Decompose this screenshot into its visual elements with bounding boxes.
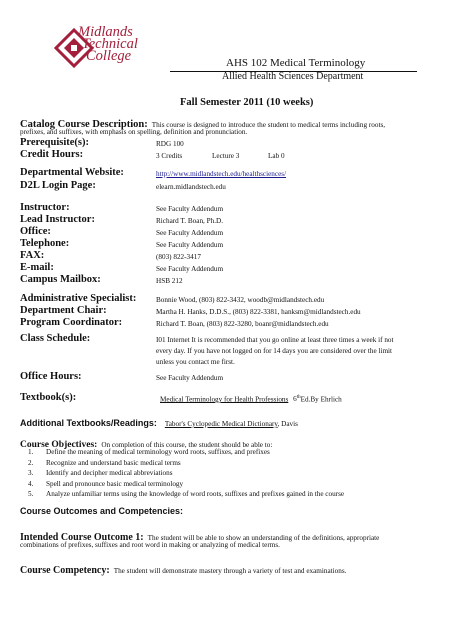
objective-item: 3. Identify and decipher medical abbreviations (28, 469, 173, 477)
college-logo (54, 14, 159, 76)
competency-row (20, 560, 346, 578)
mailbox-label: Campus Mailbox: (20, 274, 101, 285)
objectives-list (28, 447, 344, 500)
office-value: See Faculty Addendum (156, 229, 224, 237)
outcomes-heading: Course Outcomes and Competencies: (20, 506, 184, 516)
additional-rest: , Davis (277, 420, 298, 428)
additional-label: Additional Textbooks/Readings: (20, 418, 157, 428)
schedule-label: Class Schedule: (20, 333, 91, 344)
logo-wordmark (78, 26, 138, 62)
instructor-value: See Faculty Addendum (156, 205, 224, 213)
logo-line-1: Midlands (78, 24, 133, 40)
department-chair-label: Department Chair: (20, 305, 107, 316)
logo-line-3: College (86, 48, 132, 64)
textbook-edition: 6 (293, 395, 297, 404)
fax-label: FAX: (20, 250, 45, 261)
lead-instructor-value: Richard T. Boan, Ph.D. (156, 217, 224, 225)
credit-value: 3 Credits (156, 152, 183, 160)
competency-text: The student will demonstrate mastery through a variety of test and examinations. (113, 567, 347, 575)
outcome-text-1: The student will be able to show an understanding of the definitions, appropriate (147, 534, 380, 542)
course-title: AHS 102 Medical Terminology (226, 57, 366, 69)
mailbox-value: HSB 212 (156, 277, 183, 285)
prerequisite-value: RDG 100 (156, 140, 184, 148)
email-value: See Faculty Addendum (156, 265, 224, 273)
schedule-line-1: I01 Internet It is recommended that you go online at least three times a week if not (156, 336, 394, 344)
additional-row (20, 413, 298, 431)
lead-instructor-label: Lead Instructor: (20, 214, 95, 225)
textbook-title: Medical Terminology for Health Professions (160, 395, 289, 404)
catalog-text-1: This course is designed to introduce the student to medical terms including roots, (151, 121, 386, 129)
semester-title: Fall Semester 2011 (10 weeks) (180, 97, 314, 108)
additional-title: Tabor's Cyclopedic Medical Dictionary (164, 420, 278, 428)
d2l-value: elearn.midlandstech.edu (156, 183, 226, 191)
outcome-label: Intended Course Outcome 1: (20, 532, 144, 543)
textbook-edition-sup: th (296, 395, 301, 400)
objective-item: 1. Define the meaning of medical terminology word roots, suffixes, and prefixes (28, 448, 270, 456)
logo-line-2: Technical (82, 36, 138, 52)
catalog-text-2: prefixes, and suffixes, with emphasis on spelling, definition and pronunciation. (20, 128, 248, 136)
program-coordinator-value: Richard T. Boan, (803) 822-3280, boanr@midlandstech.edu (156, 320, 329, 328)
email-label: E-mail: (20, 262, 54, 273)
telephone-label: Telephone: (20, 238, 70, 249)
lab-value: Lab 0 (268, 152, 285, 160)
schedule-line-2: every day. If you have not logged on for 14 days you are considered over the limit (156, 347, 393, 355)
telephone-value: See Faculty Addendum (156, 241, 224, 249)
objectives-label: Course Objectives: (20, 440, 98, 450)
department-name: Allied Health Sciences Department (222, 71, 364, 82)
prerequisite-label: Prerequisite(s): (20, 137, 90, 148)
credit-label: Credit Hours: (20, 149, 84, 160)
objective-item: 4. Spell and pronounce basic medical terminology (28, 479, 184, 488)
website-link[interactable]: http://www.midlandstech.edu/healthsciences/ (156, 170, 287, 178)
textbook-rest: Ed.By Ehrlich (300, 395, 342, 404)
textbook-label: Textbook(s): (20, 392, 77, 403)
admin-specialist-value: Bonnie Wood, (803) 822-3432, woodb@midlandstech.edu (156, 296, 325, 304)
outcome-text-2: combinations of prefixes, suffixes and root word in making or analyzing of medical terms. (20, 541, 280, 549)
objectives-intro: On completion of this course, the student should be able to: (101, 441, 273, 449)
schedule-line-3: unless you contact me first. (156, 358, 235, 366)
instructor-label: Instructor: (20, 202, 70, 213)
website-label: Departmental Website: (20, 167, 124, 178)
textbook-entry (160, 395, 342, 403)
d2l-label: D2L Login Page: (20, 180, 96, 191)
office-hours-value: See Faculty Addendum (156, 374, 224, 382)
objective-item: 5. Analyze unfamiliar terms using the knowledge of word roots, suffixes and prefixes gained in the course (28, 490, 345, 498)
office-hours-label: Office Hours: (20, 371, 82, 382)
objective-item: 2. Recognize and understand basic medical terms (28, 458, 181, 467)
program-coordinator-label: Program Coordinator: (20, 317, 123, 328)
office-label: Office: (20, 226, 51, 237)
lecture-value: Lecture 3 (212, 152, 240, 160)
competency-label: Course Competency: (20, 565, 110, 576)
department-chair-value: Martha H. Hanks, D.D.S., (803) 822-3381, hanksm@midlandstech.edu (156, 308, 361, 316)
fax-value: (803) 822-3417 (156, 253, 201, 261)
admin-specialist-label: Administrative Specialist: (20, 293, 137, 304)
catalog-label: Catalog Course Description: (20, 119, 148, 130)
